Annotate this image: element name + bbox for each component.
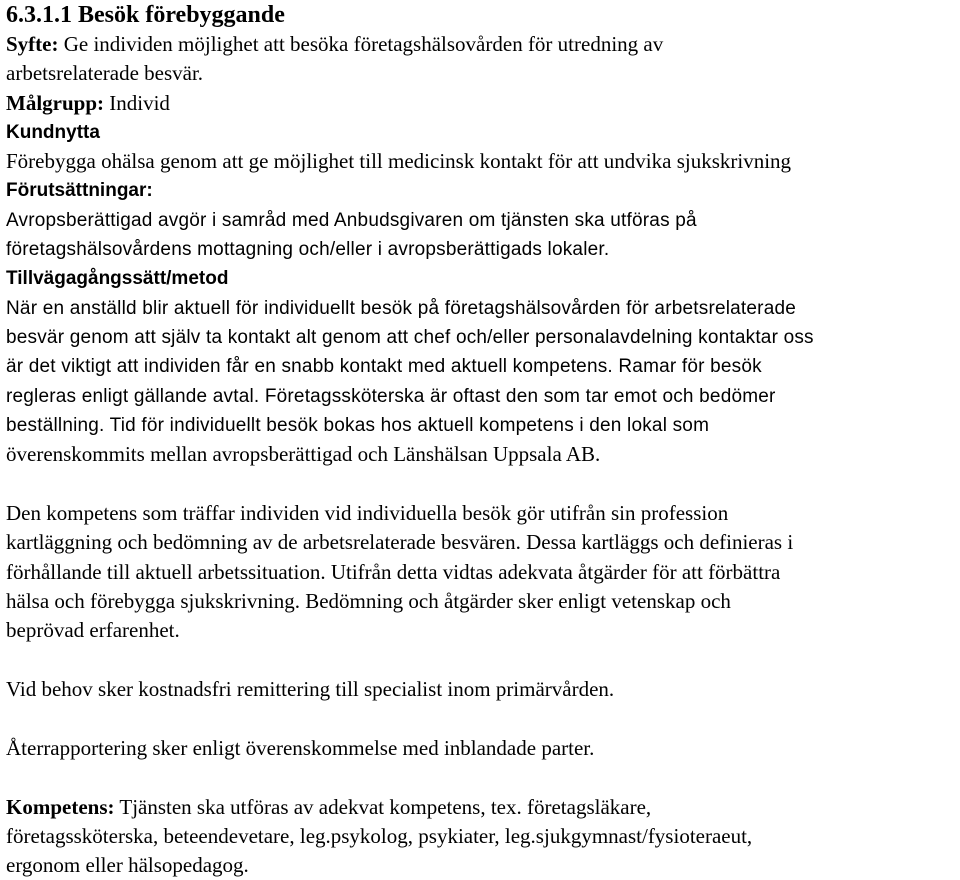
- spacer: [6, 704, 960, 734]
- section-heading: 6.3.1.1 Besök förebyggande: [6, 2, 285, 28]
- syfte-line-1: [6, 30, 960, 59]
- paragraph2-line: beprövad erfarenhet.: [6, 618, 180, 643]
- kundnytta-label: Kundnytta: [6, 121, 100, 143]
- metod-line: När en anställd blir aktuell för individuellt besök på företagshälsovården för arbetsrelaterade: [6, 297, 796, 319]
- kompetens-text: Tjänsten ska utföras av adekvat kompetens, tex. företagsläkare,: [114, 794, 652, 819]
- paragraph2-line: hälsa och förebygga sjukskrivning. Bedömning och åtgärder sker enligt vetenskap och: [6, 588, 731, 613]
- metod-line: besvär genom att själv ta kontakt alt genom att chef och/eller personalavdelning kontaktar oss: [6, 326, 814, 348]
- kundnytta-text: Förebygga ohälsa genom att ge möjlighet till medicinsk kontakt för att undvika sjukskrivning: [6, 149, 792, 174]
- metod-line: beställning. Tid för individuellt besök bokas hos aktuell kompetens i den lokal som: [6, 414, 710, 436]
- metod-line: är det viktigt att individen får en snabb kontakt med aktuell kompetens. Ramar för besök: [6, 356, 762, 378]
- paragraph4: Återrapportering sker enligt överenskommelse med inblandade parter.: [6, 735, 595, 760]
- kompetens-line-1: [6, 793, 960, 822]
- kompetens-line-3: ergonom eller hälsopedagog.: [6, 853, 249, 878]
- spacer: [6, 469, 960, 499]
- paragraph2-line: förhållande till aktuell arbetssituation. Utifrån detta vidtas adekvata åtgärder för att förbättra: [6, 559, 781, 584]
- kompetens-line-2: företagssköterska, beteendevetare, leg.psykolog, psykiater, leg.sjukgymnast/fysioteraeut,: [6, 823, 753, 848]
- syfte-text: Ge individen möjlighet att besöka företagshälsovården för utredning av: [58, 32, 664, 56]
- malgrupp-label: Målgrupp:: [6, 90, 105, 115]
- syfte-label: Syfte:: [6, 32, 59, 56]
- metod-line: överenskommits mellan avropsberättigad och Länshälsan Uppsala AB.: [6, 442, 601, 467]
- spacer: [6, 763, 960, 793]
- paragraph3: Vid behov sker kostnadsfri remittering till specialist inom primärvården.: [6, 676, 615, 701]
- metod-label: Tillvägagångssätt/metod: [6, 268, 229, 290]
- malgrupp-line: [6, 89, 960, 118]
- forutsattningar-label: Förutsättningar:: [6, 180, 153, 202]
- kompetens-label: Kompetens:: [6, 794, 115, 819]
- forutsattningar-line-1: Avropsberättigad avgör i samråd med Anbudsgivaren om tjänsten ska utföras på: [6, 209, 697, 231]
- paragraph2-line: Den kompetens som träffar individen vid individuella besök gör utifrån sin profession: [6, 500, 729, 525]
- spacer: [6, 645, 960, 675]
- forutsattningar-line-2: företagshälsovårdens mottagning och/eller i avropsberättigads lokaler.: [6, 239, 610, 261]
- metod-line: regleras enligt gällande avtal. Företagssköterska är oftast den som tar emot och bedömer: [6, 385, 776, 407]
- malgrupp-text: Individ: [104, 90, 170, 115]
- paragraph2-line: kartläggning och bedömning av de arbetsrelaterade besvären. Dessa kartläggs och definieras i: [6, 530, 794, 555]
- syfte-line-2: arbetsrelaterade besvär.: [6, 61, 204, 86]
